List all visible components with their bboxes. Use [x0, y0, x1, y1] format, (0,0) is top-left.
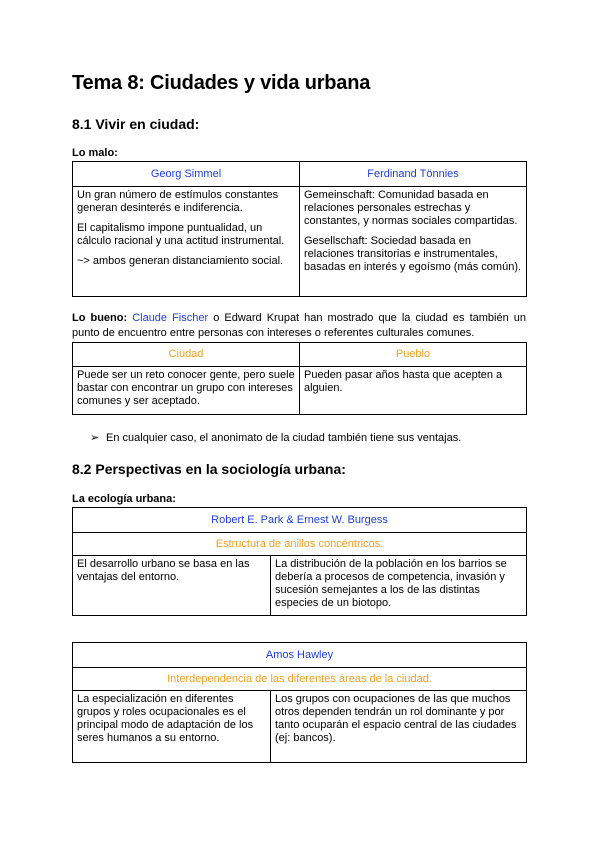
interdependencia-row: Interdependencia de las diferentes áreas de la ciudad.: [73, 668, 527, 691]
anonimato-bullet-text: En cualquier caso, el anonimato de la ciudad también tiene sus ventajas.: [106, 432, 462, 444]
lo-bueno-label: Lo bueno:: [72, 312, 128, 324]
hawley-table: [72, 642, 527, 763]
tonnies-para-2: Gesellschaft: Sociedad basada en relaciones transitorias e instrumentales, basadas en interés y egoísmo (más común).: [304, 235, 522, 273]
tonnies-header: Ferdinand Tönnies: [300, 162, 527, 187]
pueblo-header: Pueblo: [300, 343, 527, 367]
park-burgess-left-cell: El desarrollo urbano se basa en las ventajas del entorno.: [73, 556, 271, 616]
hawley-left-cell: La especialización en diferentes grupos y roles ocupacionales es el principal modo de adaptación de los seres humanos a su entorno.: [73, 691, 271, 763]
pueblo-cell: Pueden pasar años hasta que acepten a alguien.: [300, 367, 527, 415]
lo-bueno-paragraph: [72, 311, 526, 341]
hawley-header: Amos Hawley: [73, 643, 527, 668]
simmel-para-2: El capitalismo impone puntualidad, un cálculo racional y una actitud instrumental.: [77, 222, 285, 247]
ecologia-urbana-label: La ecología urbana:: [72, 493, 176, 505]
simmel-para-3: ~> ambos generan distanciamiento social.: [77, 255, 284, 267]
section-heading-perspectivas: 8.2 Perspectivas en la sociología urbana:: [72, 461, 346, 477]
section-heading-vivir-en-ciudad: 8.1 Vivir en ciudad:: [72, 116, 200, 132]
simmel-header: Georg Simmel: [73, 162, 300, 187]
tonnies-para-1: Gemeinschaft: Comunidad basada en relaciones personales estrechas y constantes, y normas sociales compartidas.: [304, 189, 518, 227]
arrow-bullet-icon: ➢: [90, 432, 100, 444]
simmel-para-1: Un gran número de estímulos constantes generan desinterés e indiferencia.: [77, 189, 279, 214]
anillos-concentricos-row: Estructura de anillos concéntricos.: [73, 533, 527, 556]
ciudad-pueblo-table: [72, 342, 527, 415]
hawley-right-cell: Los grupos con ocupaciones de las que muchos otros dependen tendrán un rol dominante y por tanto ocuparán el espacio central de las ciudades (ej: bancos).: [271, 691, 527, 763]
park-burgess-table: [72, 507, 527, 616]
park-burgess-right-cell: La distribución de la población en los barrios se debería a procesos de competencia, invasión y sucesión semejantes a los de las distintas especies de un biotopo.: [271, 556, 527, 616]
page-title: Tema 8: Ciudades y vida urbana: [72, 72, 371, 94]
claude-fischer-link[interactable]: Claude Fischer: [132, 312, 209, 324]
lo-malo-table: [72, 161, 527, 297]
ciudad-cell: Puede ser un reto conocer gente, pero suele bastar con encontrar un grupo con intereses comunes y ser aceptado.: [73, 367, 300, 415]
lo-bueno-text: o Edward Krupat han mostrado que la ciudad es también un punto de encuentro entre personas con intereses o referentes culturales comunes.: [72, 312, 526, 339]
simmel-cell: [73, 187, 300, 297]
park-burgess-header: Robert E. Park & Ernest W. Burgess: [73, 508, 527, 533]
anonimato-bullet: [90, 431, 461, 444]
lo-malo-label: Lo malo:: [72, 147, 118, 159]
ciudad-header: Ciudad: [73, 343, 300, 367]
tonnies-cell: [300, 187, 527, 297]
